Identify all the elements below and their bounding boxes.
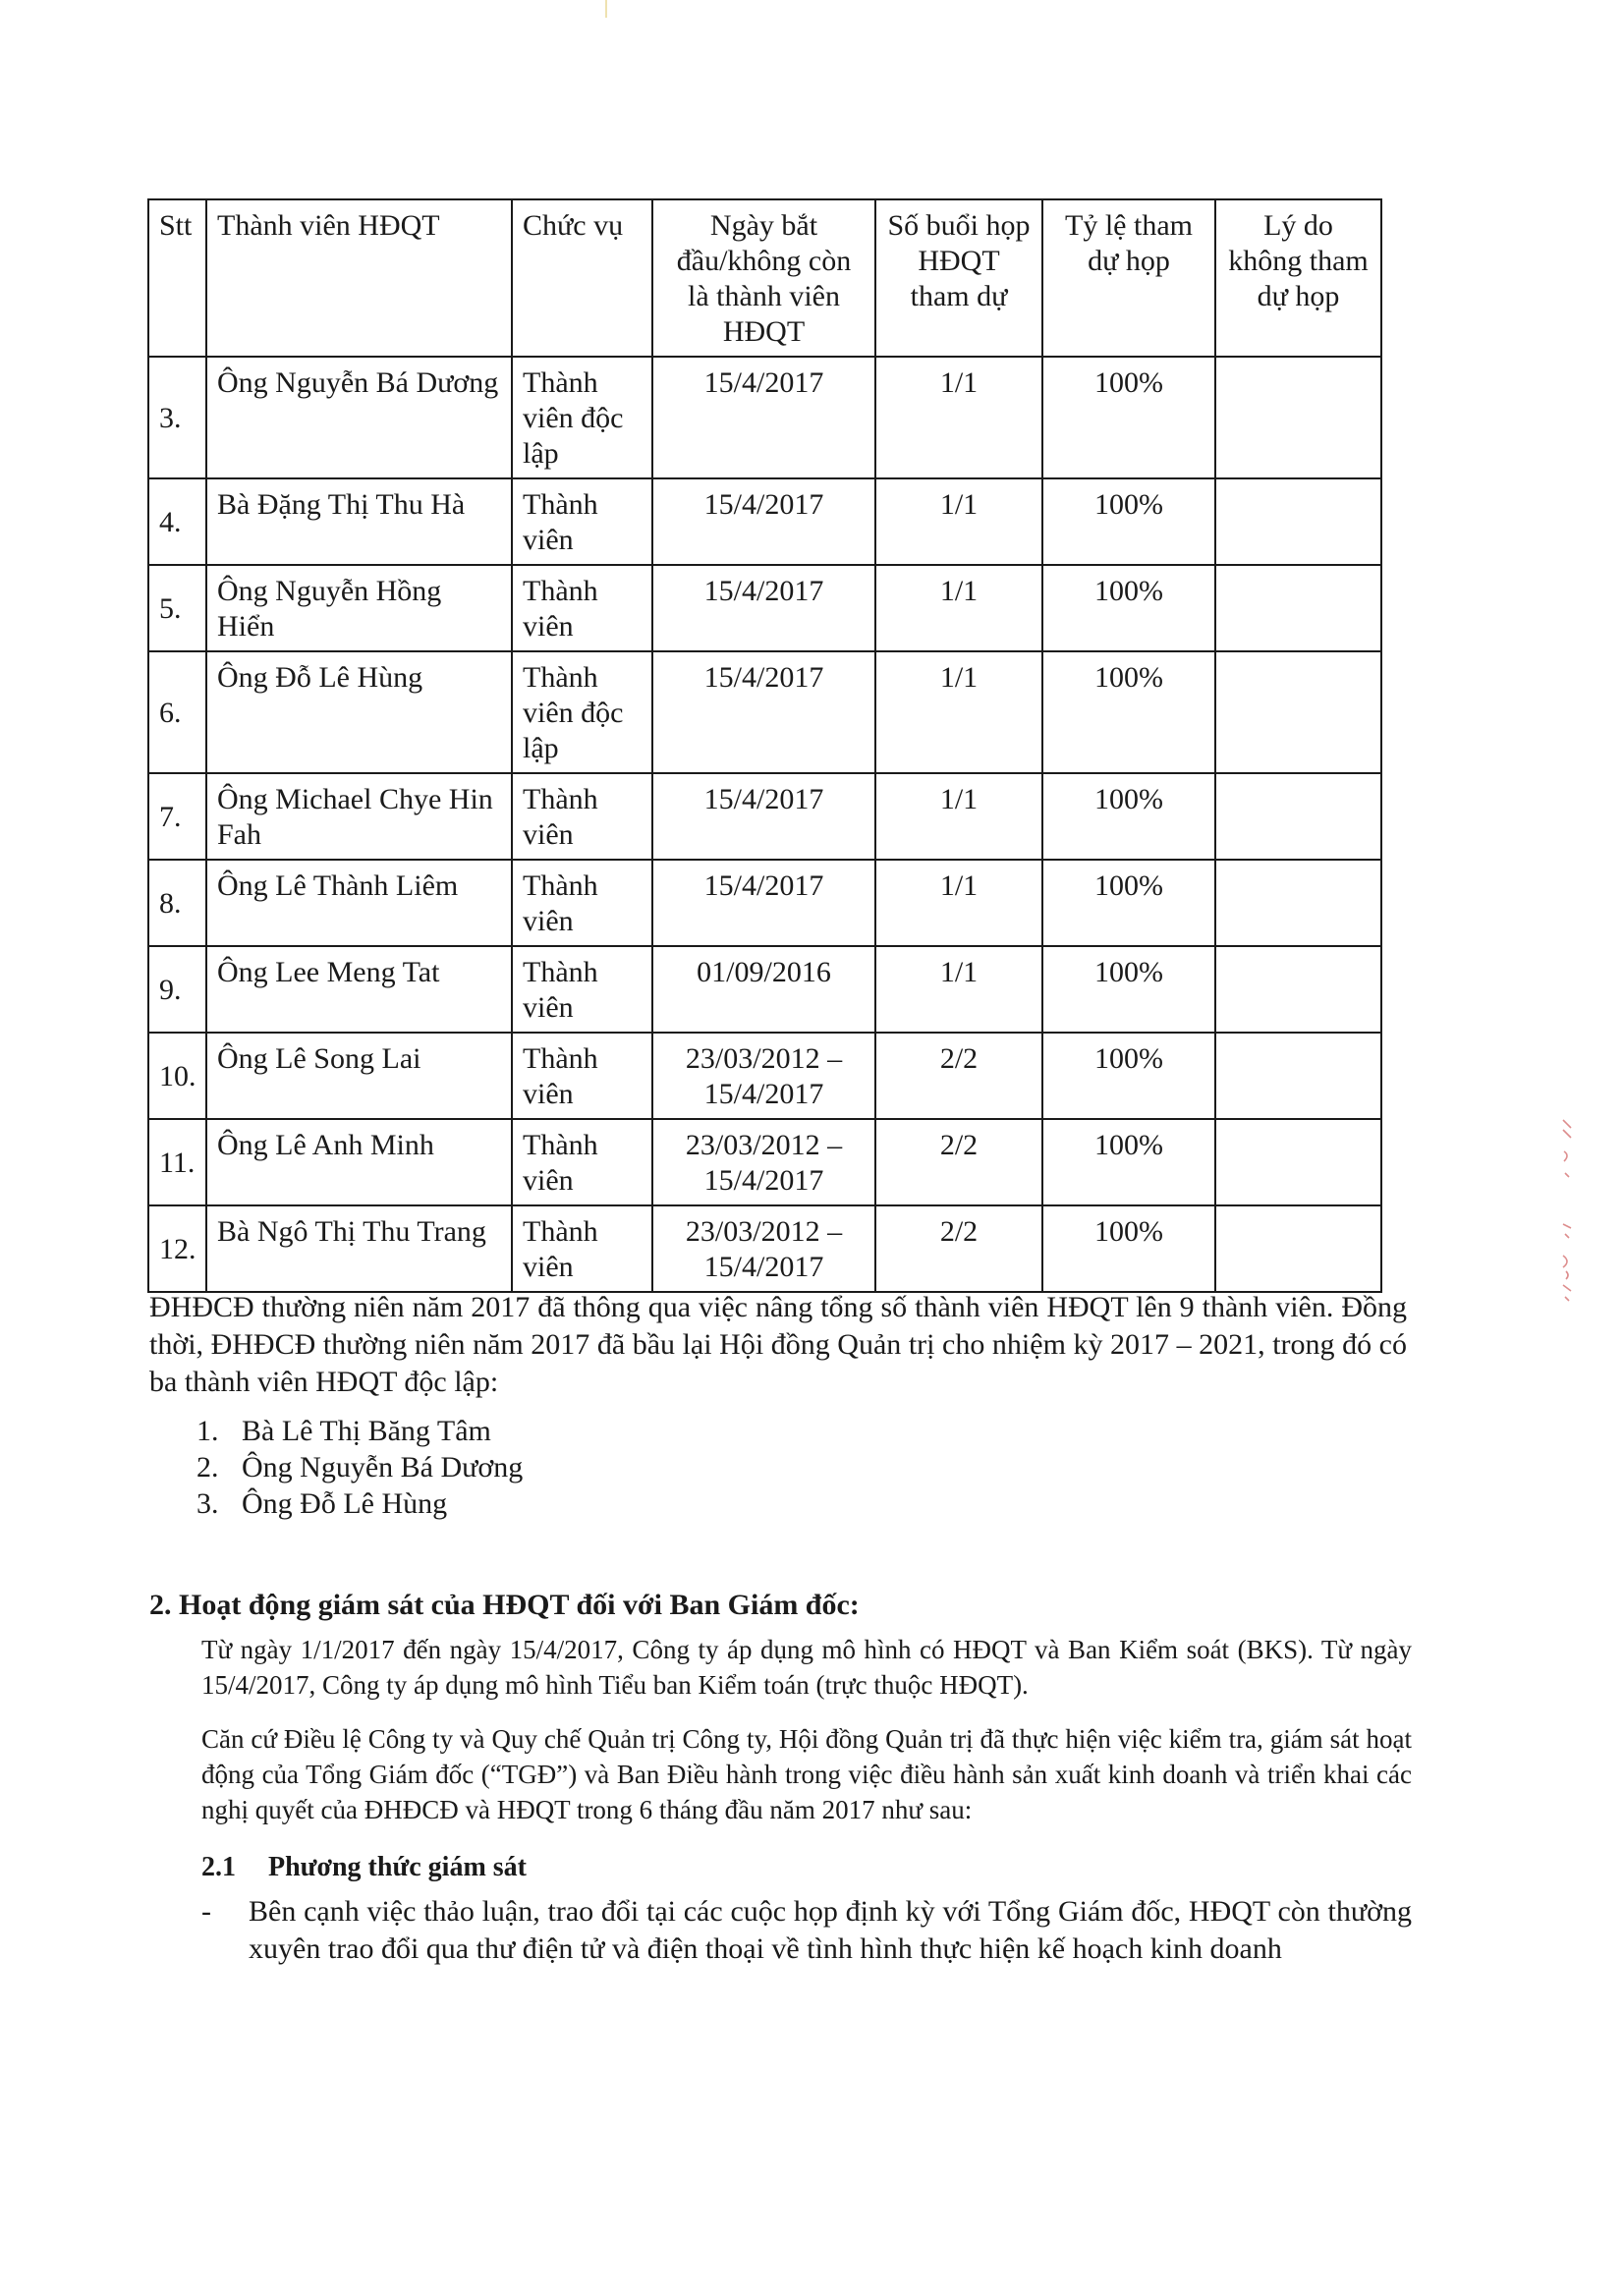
cell-rate: 100% [1042, 1033, 1215, 1119]
cell-meetings: 1/1 [875, 478, 1042, 565]
cell-reason [1215, 651, 1381, 773]
cell-position: Thành viên [512, 946, 652, 1033]
bullet-text: Bên cạnh việc thảo luận, trao đổi tại các cuộc họp định kỳ với Tổng Giám đốc, HĐQT còn thường xuyên trao đổi qua thư điện tử và điện thoại về tình hình thực hiện kế hoạch kinh doanh [249, 1895, 1412, 1965]
header-date: Ngày bắt đầu/không còn là thành viên HĐQT [652, 199, 875, 357]
table-row [148, 565, 1381, 651]
list-item-name: Ông Đỗ Lê Hùng [242, 1487, 448, 1520]
list-item [196, 1413, 523, 1449]
table-row [148, 946, 1381, 1033]
list-item-number: 3. [196, 1487, 219, 1520]
header-position: Chức vụ [512, 199, 652, 357]
cell-reason [1215, 478, 1381, 565]
cell-date: 23/03/2012 – 15/4/2017 [652, 1119, 875, 1205]
header-reason: Lý do không tham dự họp [1215, 199, 1381, 357]
cell-meetings: 1/1 [875, 357, 1042, 478]
list-item-name: Ông Nguyễn Bá Dương [242, 1451, 524, 1483]
cell-rate: 100% [1042, 478, 1215, 565]
table-row [148, 651, 1381, 773]
cell-rate: 100% [1042, 565, 1215, 651]
cell-member: Ông Lê Thành Liêm [206, 860, 512, 946]
cell-reason [1215, 565, 1381, 651]
independent-members-list [196, 1413, 523, 1522]
bullet-dash: - [201, 1895, 211, 1928]
table-row [148, 773, 1381, 860]
cell-date: 15/4/2017 [652, 651, 875, 773]
election-paragraph: ĐHĐCĐ thường niên năm 2017 đã thông qua việc nâng tổng số thành viên HĐQT lên 9 thành viên. Đồng thời, ĐHĐCĐ thường niên năm 2017 đã bầu lại Hội đồng Quản trị cho nhiệm kỳ 2017 – 2021, trong đó có ba thành viên HĐQT độc lập: [149, 1291, 1407, 1398]
table-row [148, 1033, 1381, 1119]
cell-rate: 100% [1042, 357, 1215, 478]
table-row [148, 1205, 1381, 1292]
section-2-paragraph-2: Căn cứ Điều lệ Công ty và Quy chế Quản trị Công ty, Hội đồng Quản trị đã thực hiện việc kiểm tra, giám sát hoạt động của Tổng Giám đốc (“TGĐ”) và Ban Điều hành trong việc điều hành sản xuất kinh doanh và triển khai các nghị quyết của ĐHĐCĐ và HĐQT trong 6 tháng đầu năm 2017 như sau: [201, 1724, 1412, 1824]
cell-stt: 7. [148, 773, 206, 860]
cell-rate: 100% [1042, 860, 1215, 946]
list-item [196, 1449, 523, 1485]
cell-meetings: 1/1 [875, 946, 1042, 1033]
cell-date: 15/4/2017 [652, 478, 875, 565]
cell-date: 15/4/2017 [652, 565, 875, 651]
cell-date: 15/4/2017 [652, 860, 875, 946]
header-stt: Stt [148, 199, 206, 357]
cell-member: Ông Nguyễn Hồng Hiển [206, 565, 512, 651]
cell-date: 23/03/2012 – 15/4/2017 [652, 1033, 875, 1119]
cell-stt: 6. [148, 651, 206, 773]
cell-meetings: 2/2 [875, 1033, 1042, 1119]
cell-meetings: 1/1 [875, 773, 1042, 860]
cell-member: Ông Lee Meng Tat [206, 946, 512, 1033]
cell-rate: 100% [1042, 946, 1215, 1033]
cell-position: Thành viên [512, 565, 652, 651]
bullet-item [201, 1893, 1412, 1968]
cell-member: Ông Nguyễn Bá Dương [206, 357, 512, 478]
cell-meetings: 1/1 [875, 651, 1042, 773]
table-header-row [148, 199, 1381, 357]
cell-reason [1215, 357, 1381, 478]
cell-reason [1215, 860, 1381, 946]
subsection-2-1-heading [201, 1852, 527, 1883]
cell-stt: 9. [148, 946, 206, 1033]
cell-stt: 5. [148, 565, 206, 651]
section-2-heading: 2. Hoạt động giám sát của HĐQT đối với Ban Giám đốc: [149, 1589, 860, 1621]
cell-rate: 100% [1042, 1205, 1215, 1292]
cell-rate: 100% [1042, 773, 1215, 860]
table-row [148, 1119, 1381, 1205]
cell-stt: 12. [148, 1205, 206, 1292]
cell-stt: 8. [148, 860, 206, 946]
scan-mark [605, 0, 607, 18]
table-row [148, 860, 1381, 946]
cell-reason [1215, 946, 1381, 1033]
list-item-number: 1. [196, 1415, 219, 1447]
cell-position: Thành viên [512, 1033, 652, 1119]
cell-position: Thành viên độc lập [512, 357, 652, 478]
cell-date: 15/4/2017 [652, 357, 875, 478]
cell-stt: 3. [148, 357, 206, 478]
list-item-name: Bà Lê Thị Băng Tâm [242, 1415, 491, 1447]
cell-reason [1215, 1119, 1381, 1205]
table-row [148, 478, 1381, 565]
cell-member: Bà Đặng Thị Thu Hà [206, 478, 512, 565]
header-member: Thành viên HĐQT [206, 199, 512, 357]
cell-meetings: 2/2 [875, 1205, 1042, 1292]
list-item-number: 2. [196, 1451, 219, 1483]
cell-date: 15/4/2017 [652, 773, 875, 860]
cell-meetings: 1/1 [875, 860, 1042, 946]
cell-meetings: 1/1 [875, 565, 1042, 651]
subsection-number: 2.1 [201, 1852, 236, 1882]
margin-stamp-mark [1560, 1118, 1574, 1309]
cell-stt: 11. [148, 1119, 206, 1205]
cell-rate: 100% [1042, 1119, 1215, 1205]
board-attendance-table [147, 198, 1382, 1293]
header-rate: Tỷ lệ tham dự họp [1042, 199, 1215, 357]
cell-date: 01/09/2016 [652, 946, 875, 1033]
list-item [196, 1485, 523, 1522]
section-2-paragraph-1: Từ ngày 1/1/2017 đến ngày 15/4/2017, Công ty áp dụng mô hình có HĐQT và Ban Kiểm soát (BKS). Từ ngày 15/4/2017, Công ty áp dụng mô hình Tiểu ban Kiểm toán (trực thuộc HĐQT). [201, 1635, 1412, 1700]
subsection-title: Phương thức giám sát [268, 1852, 528, 1882]
cell-meetings: 2/2 [875, 1119, 1042, 1205]
cell-position: Thành viên [512, 860, 652, 946]
cell-member: Ông Lê Song Lai [206, 1033, 512, 1119]
stamp-glyphs [1560, 1118, 1574, 1305]
cell-position: Thành viên độc lập [512, 651, 652, 773]
header-meetings: Số buổi họp HĐQT tham dự [875, 199, 1042, 357]
cell-position: Thành viên [512, 1205, 652, 1292]
cell-reason [1215, 1205, 1381, 1292]
cell-member: Ông Michael Chye Hin Fah [206, 773, 512, 860]
cell-position: Thành viên [512, 1119, 652, 1205]
cell-date: 23/03/2012 – 15/4/2017 [652, 1205, 875, 1292]
cell-stt: 10. [148, 1033, 206, 1119]
cell-member: Ông Đỗ Lê Hùng [206, 651, 512, 773]
cell-member: Ông Lê Anh Minh [206, 1119, 512, 1205]
cell-reason [1215, 1033, 1381, 1119]
cell-reason [1215, 773, 1381, 860]
cell-stt: 4. [148, 478, 206, 565]
cell-rate: 100% [1042, 651, 1215, 773]
table-row [148, 357, 1381, 478]
cell-member: Bà Ngô Thị Thu Trang [206, 1205, 512, 1292]
cell-position: Thành viên [512, 773, 652, 860]
cell-position: Thành viên [512, 478, 652, 565]
